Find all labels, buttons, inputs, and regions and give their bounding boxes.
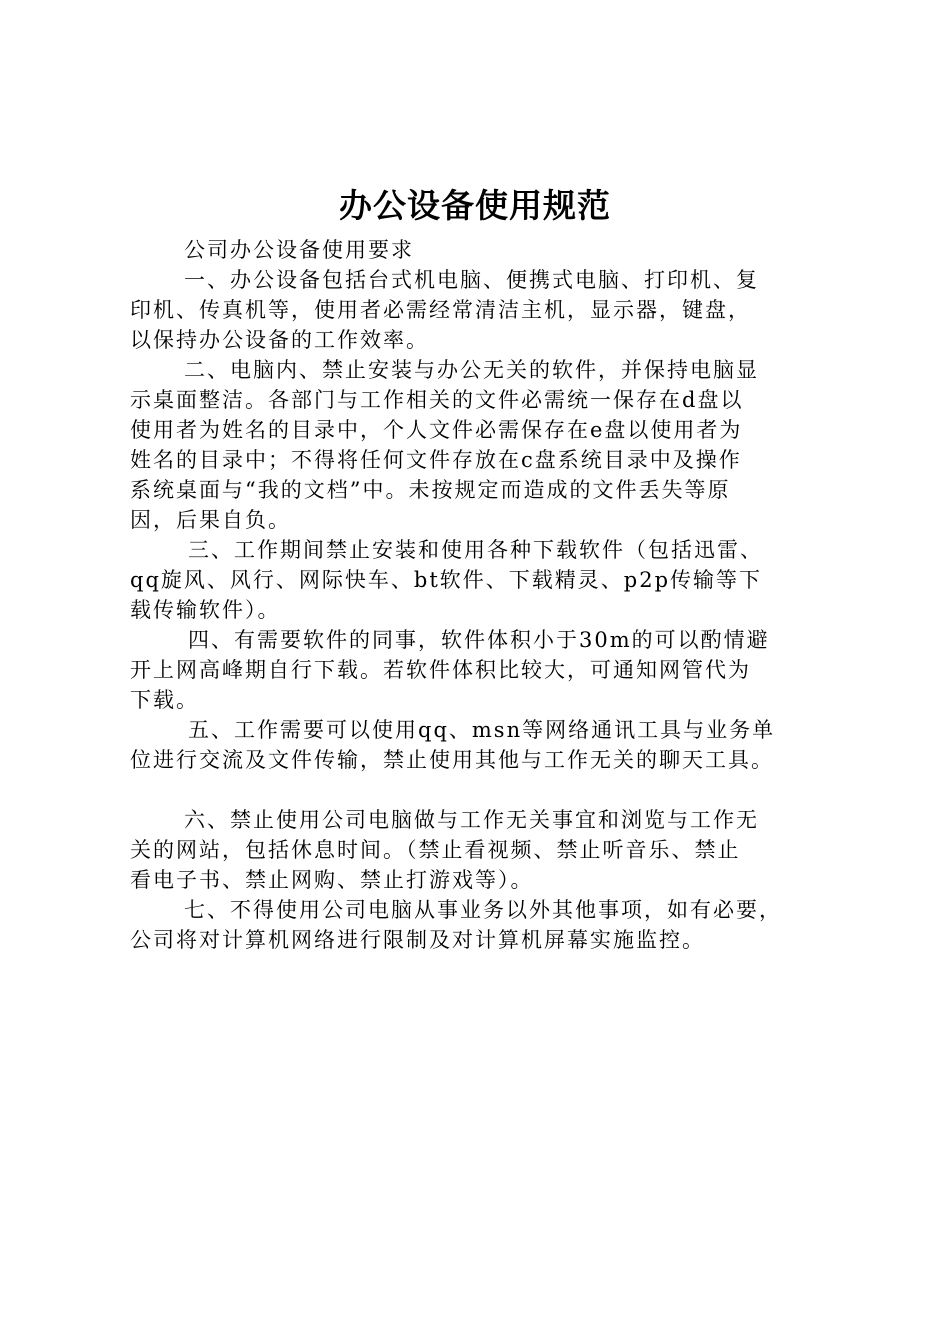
paragraph-7-line-2: 公司将对计算机网络进行限制及对计算机屏幕实施监控。 <box>130 928 705 952</box>
paragraph-6-line-2: 关的网站，包括休息时间。（禁止看视频、禁止听音乐、禁止 <box>130 838 741 862</box>
paragraph-2-line-5: 系统桌面与“我的文档”中。未按规定而造成的文件丢失等原 <box>130 478 731 502</box>
paragraph-1-line-3: 以保持办公设备的工作效率。 <box>130 328 429 352</box>
paragraph-1-line-1: 一、办公设备包括台式机电脑、便携式电脑、打印机、复 <box>184 268 759 292</box>
paragraph-7-line-1: 七、不得使用公司电脑从事业务以外其他事项，如有必要， <box>184 898 782 922</box>
paragraph-5-line-2: 位进行交流及文件传输，禁止使用其他与工作无关的聊天工具。 <box>130 748 774 772</box>
paragraph-4-line-3: 下载。 <box>130 688 199 712</box>
paragraph-2-line-6: 因，后果自负。 <box>130 508 291 532</box>
paragraph-6-line-3: 看电子书、禁止网购、禁止打游戏等）。 <box>130 868 534 892</box>
paragraph-gap <box>130 775 836 805</box>
paragraph-3-line-2: qq旋风、风行、网际快车、bt软件、下载精灵、p2p传输等下 <box>130 568 763 592</box>
paragraph-2-line-3: 使用者为姓名的目录中，个人文件必需保存在e盘以使用者为 <box>130 418 743 442</box>
paragraph-2-line-4: 姓名的目录中；不得将任何文件存放在c盘系统目录中及操作 <box>130 448 742 472</box>
document-body <box>130 235 836 955</box>
paragraph-3-line-1: 三、工作期间禁止安装和使用各种下载软件（包括迅雷、 <box>188 538 763 562</box>
section-heading: 公司办公设备使用要求 <box>184 238 414 262</box>
paragraph-2-line-1: 二、电脑内、禁止安装与办公无关的软件，并保持电脑显 <box>184 358 759 382</box>
paragraph-3-line-3: 载传输软件）。 <box>130 598 281 622</box>
paragraph-1-line-2: 印机、传真机等，使用者必需经常清洁主机，显示器，键盘， <box>130 298 751 322</box>
paragraph-4-line-1: 四、有需要软件的同事，软件体积小于30m的可以酌情避 <box>188 628 770 652</box>
paragraph-4-line-2: 开上网高峰期自行下载。若软件体积比较大，可通知网管代为 <box>130 658 751 682</box>
page-title: 办公设备使用规范 <box>339 186 611 225</box>
paragraph-5-line-1: 五、工作需要可以使用qq、msn等网络通讯工具与业务单 <box>188 718 776 742</box>
paragraph-6-line-1: 六、禁止使用公司电脑做与工作无关事宜和浏览与工作无 <box>184 808 759 832</box>
paragraph-2-line-2: 示桌面整洁。各部门与工作相关的文件必需统一保存在d盘以 <box>130 388 744 412</box>
